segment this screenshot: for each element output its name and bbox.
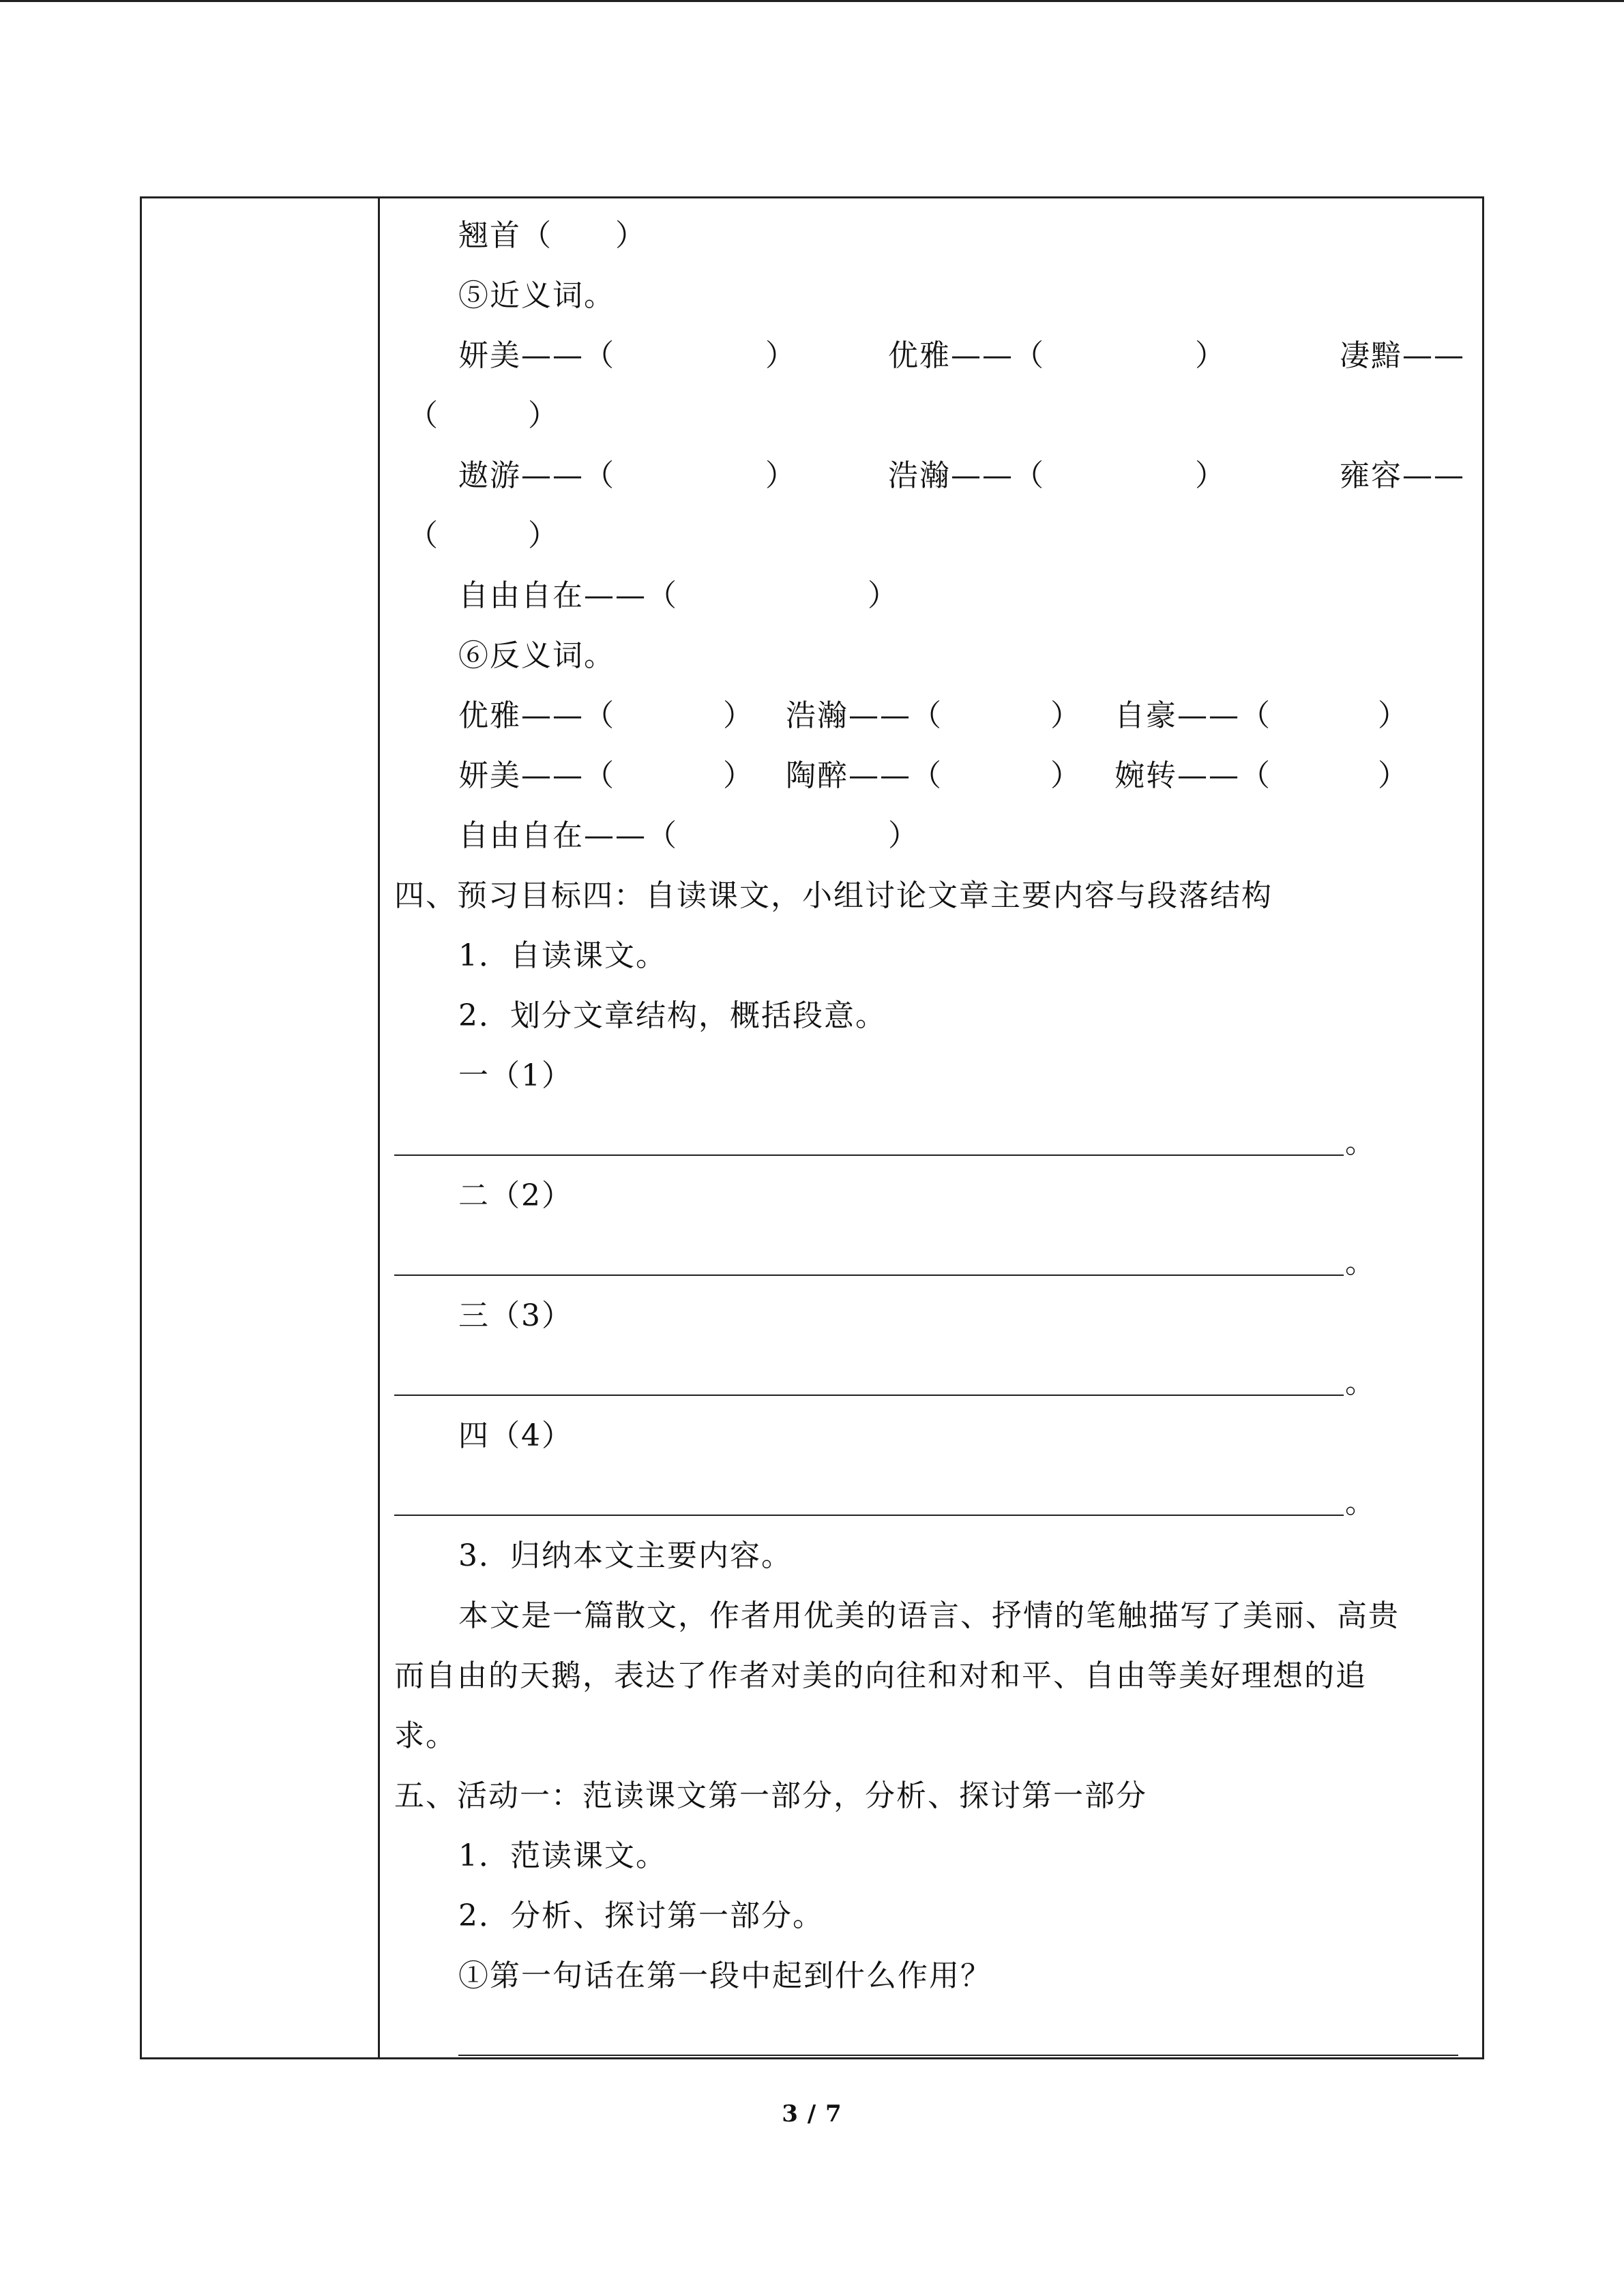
section-five-item-1: 1．范读课文。 [458,1838,667,1873]
part-two-answer-line[interactable] [394,1274,1344,1276]
ant-zihao: 自豪——（ [1114,698,1271,733]
part-two-line-end: 。 [1345,1245,1376,1280]
ant-yanmei-close: ） [723,758,754,793]
syn-haohan: 浩瀚——（ [888,458,1045,493]
ant-ziyouzizai-close: ） [888,818,919,853]
part-four-label: 四（4） [458,1418,573,1453]
part-three-answer-line[interactable] [394,1395,1344,1396]
part-three-line-end: 。 [1345,1365,1376,1400]
syn-yongrong-close: ） [528,518,559,553]
syn-youya-close: ） [1195,338,1226,373]
ant-taozui: 陶醉——（ [786,758,943,793]
part-one-line-end: 。 [1345,1125,1376,1160]
ant-wanzhuan: 婉转——（ [1114,758,1271,793]
section-four-item-1: 1．自读课文。 [458,938,667,973]
top-border-line [0,0,1624,2]
syn-ziyouzizai-close: ） [868,578,899,613]
syn-ziyouzizai: 自由自在——（ [458,578,678,613]
syn-aoyou-close: ） [765,458,797,493]
page-number: 3 / 7 [782,2100,842,2128]
ant-yanmei: 妍美——（ [458,758,615,793]
summary-line-3: 求。 [394,1718,457,1753]
syn-yanmei-close: ） [765,338,797,373]
ant-youya-close: ） [723,698,754,733]
syn-qian-close: ） [528,398,559,433]
ant-haohan-close: ） [1050,698,1082,733]
section-five-item-2: 2．分析、探讨第一部分。 [458,1898,824,1933]
word-qiaoshou: 翘首（ ） [458,218,647,253]
question-1-answer-line[interactable] [458,2055,1458,2056]
part-two-label: 二（2） [458,1178,573,1213]
syn-haohan-close: ） [1195,458,1226,493]
syn-qian: 凄黯—— [1340,338,1465,373]
section-four-title: 四、预习目标四：自读课文，小组讨论文章主要内容与段落结构 [394,878,1273,913]
summary-line-2: 而自由的天鹅，表达了作者对美的向往和对和平、自由等美好理想的追 [394,1658,1367,1693]
ant-haohan: 浩瀚——（ [786,698,943,733]
syn-yongrong: 雍容—— [1340,458,1465,493]
left-column-cell [142,198,380,2057]
question-1: ①第一句话在第一段中起到什么作用？ [458,1958,992,1993]
part-four-answer-line[interactable] [394,1515,1344,1516]
synonyms-heading: ⑤近义词。 [458,278,615,313]
section-four-item-3: 3．归纳本文主要内容。 [458,1538,793,1573]
part-four-line-end: 。 [1345,1485,1376,1520]
ant-ziyouzizai: 自由自在——（ [458,818,678,853]
antonyms-heading: ⑥反义词。 [458,638,615,673]
part-one-label: 一（1） [458,1058,573,1093]
section-four-item-2: 2．划分文章结构，概括段意。 [458,998,887,1033]
part-three-label: 三（3） [458,1298,573,1333]
syn-youya: 优雅——（ [888,338,1045,373]
ant-taozui-close: ） [1050,758,1082,793]
section-five-title: 五、活动一：范读课文第一部分，分析、探讨第一部分 [394,1778,1147,1813]
syn-aoyou: 遨游——（ [458,458,615,493]
syn-qian-open: （ [408,398,439,433]
ant-wanzhuan-close: ） [1378,758,1409,793]
ant-youya: 优雅——（ [458,698,615,733]
summary-line-1: 本文是一篇散文，作者用优美的语言、抒情的笔触描写了美丽、高贵 [458,1598,1400,1633]
syn-yanmei: 妍美——（ [458,338,615,373]
ant-zihao-close: ） [1378,698,1409,733]
part-one-answer-line[interactable] [394,1154,1344,1156]
syn-yongrong-open: （ [408,518,439,553]
